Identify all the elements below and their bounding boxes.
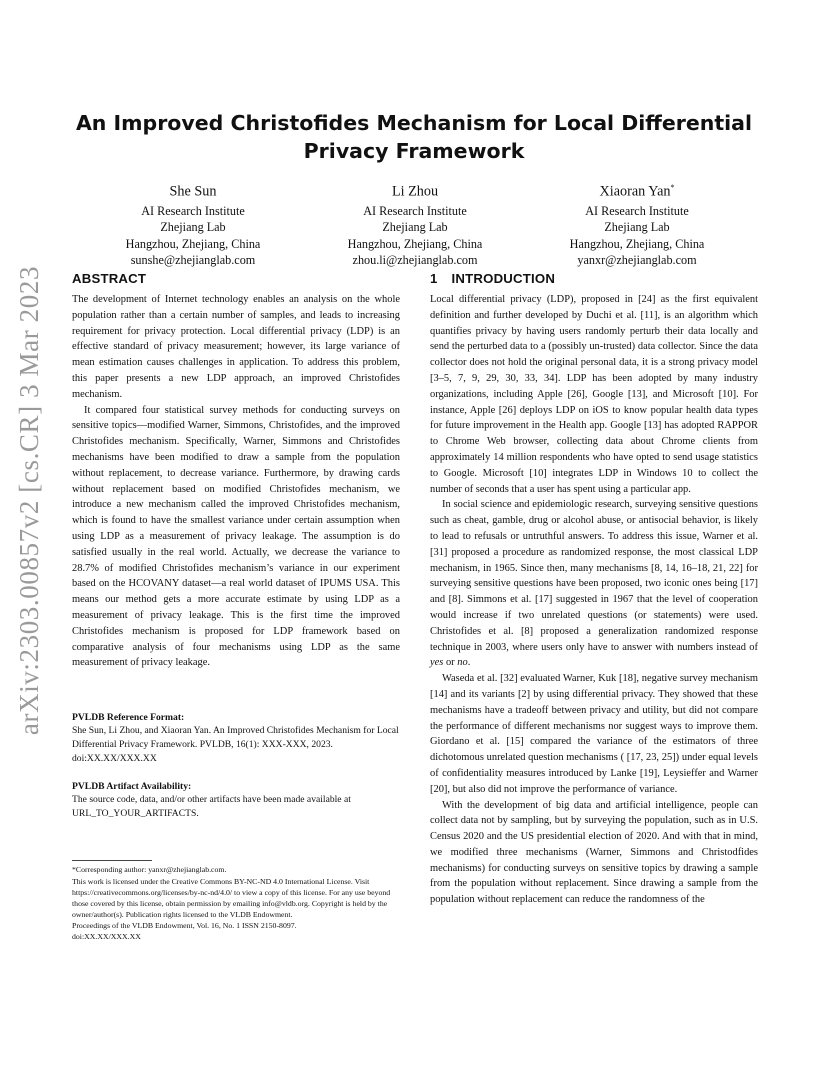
section-number: 1: [430, 271, 438, 286]
abstract-paragraph-1: The development of Internet technology enables an analysis on the whole population rather than a certain number of samples, and leads to increasing requirement for privacy protection. Local differential privacy (LDP) is an effective standard of privacy measurement; however, its large variance of mean estimation causes challenges in application. To address this problem, this paper presents a new LDP approach, an improved Christofides mechanism.: [72, 294, 400, 400]
artifact-heading: PVLDB Artifact Availability:: [72, 781, 192, 792]
reference-format-citation: She Sun, Li Zhou, and Xiaoran Yan. An Improved Christofides Mechanism for Local Differential Privacy Framework. PVLDB, 16(1): XXX-XXX, 2023.: [72, 725, 399, 751]
proceedings-note: Proceedings of the VLDB Endowment, Vol. 16, No. 1 ISSN 2150-8097.: [72, 921, 297, 930]
right-column: [430, 270, 758, 908]
intro-paragraph-1: Local differential privacy (LDP), proposed in [24] as the first equivalent definition and further developed by Duchi et al. [11], is an algorithm which quantifies privacy by having users randomly perturb their data locally and send the perturbed data to a (possibly un-trusted) data collector. Since the data collector does not hold the original personal data, it is a strong privacy model [3–5, 7, 9, 29, 30, 33, 34]. LDP has been adopted by many industry organizations, including Apple [26], Google [13], and Microsoft [10]. For instance, Apple [26] deploys LDP on iOS to know popular health data types for future improvement in the Health app. Google [13] has adopted RAPPOR to Chrome Web browser, collecting data about Chrome clients from approximately 14 million respondents who have opted to send usage statistics to Google. Microsoft [10] integrates LDP in Windows 10 to collect the number of seconds that a user has spent using a particular app.: [430, 294, 758, 495]
paper-title: An Improved Christofides Mechanism for Local Differential Privacy Framework: [75, 111, 753, 163]
author-1: [93, 178, 293, 269]
corresponding-author-note: *Corresponding author: yanxr@zhejianglab.com.: [72, 865, 227, 874]
author-email: sunshe@zhejianglab.com: [130, 253, 256, 268]
author-org: Zhejiang Lab: [382, 220, 448, 235]
footnotes: [72, 864, 400, 942]
arxiv-stamp: [8, 260, 52, 740]
author-email: yanxr@zhejianglab.com: [577, 253, 697, 268]
author-name: Xiaoran Yan*: [599, 183, 675, 200]
author-affiliation: AI Research Institute: [141, 203, 245, 218]
author-2: [315, 178, 515, 269]
reference-format-heading: PVLDB Reference Format:: [72, 712, 185, 723]
footnote-rule: [72, 860, 152, 861]
author-location: Hangzhou, Zhejiang, China: [125, 236, 261, 251]
reference-format-doi: doi:XX.XX/XXX.XX: [72, 753, 157, 765]
author-location: Hangzhou, Zhejiang, China: [347, 236, 483, 251]
author-location: Hangzhou, Zhejiang, China: [569, 236, 705, 251]
abstract-heading: ABSTRACT: [72, 271, 147, 286]
intro-paragraph-4: With the development of big data and artificial intelligence, people can collect data not by sampling, but by surveying the population, such as in U.S. Census 2020 and the US presidential election of 2020. And with that in mind, we modified three mechanisms (Warner, Simmons and Christodfides mechanisms) for conducting surveys on sensitive topics by drawing a sample from the population without replacement. Since drawing a sample from the population without replacement can reduce the randomness of the: [430, 799, 758, 906]
artifact-text: The source code, data, and/or other artifacts have been made available at URL_TO_YOUR_ARTIFACTS.: [72, 794, 351, 820]
author-name: Li Zhou: [391, 183, 439, 200]
abstract-paragraph-2: It compared four statistical survey methods for conducting surveys on sensitive topics—modified Warner, Simmons, Christofides, and the improved Christofides mechanism. Specifically, Warner, Simmons and Christofides mechanisms have been modified to draw a sample from the population without replacement, to decrease variance. Furthermore, by drawing cards without replacement based on modified Christofides mechanism, we introduce a new mechanism called the improved Christofides mechanism, which is found to have the smallest variance under certain assumption when using LDP as a measurement of privacy leakage. The assumption is do satisfied usually in the real world. Actually, we decrease the variance to 28.7% of modified Christofides mechanism’s variance in our experiment based on the HCOVANY dataset—a real world dataset of IPUMS USA. This means our method gets a more accurate estimate by using LDP as a measurement of privacy leakage. This is the first time the improved Christofides mechanism is proposed for LDP framework based on comparative analysis of four mechanisms using LDP as the same measurement of privacy leakage.: [72, 404, 400, 669]
intro-paragraph-3: Waseda et al. [32] evaluated Warner, Kuk [18], negative survey mechanism [14] and its variants [2] by using differential privacy. They showed that these mechanisms have a tradeoff between privacy and utility, but did not compare the performance of different mechanisms nor suggest ways to improve them. Giordano et al. [15] compared the variance of the estimators of three dichotomous unrelated question mechanisms ( [17, 23, 25]) under equal levels of confidentiality measures introduced by Lanke [19], Leysieffer and Warner [20], but also did not improve the performance of variance.: [430, 673, 758, 795]
introduction-heading: [430, 270, 758, 288]
author-affiliation: AI Research Institute: [363, 203, 467, 218]
author-name: She Sun: [169, 183, 217, 200]
author-affiliation: AI Research Institute: [585, 203, 689, 218]
left-column: [72, 270, 400, 820]
doi-note: doi:XX.XX/XXX.XX: [72, 932, 141, 941]
section-title: INTRODUCTION: [451, 271, 556, 286]
author-3: [537, 178, 737, 269]
author-org: Zhejiang Lab: [604, 220, 670, 235]
license-note: This work is licensed under the Creative Commons BY-NC-ND 4.0 International License. Visit https://creativecommons.org/licenses/by-nc-nd/4.0/ to view a copy of this license. For any use beyond those covered by this license, obtain permission by emailing info@vldb.org. Copyright is held by the owner/author(s). Publication rights licensed to the VLDB Endowment.: [72, 877, 391, 919]
intro-paragraph-2: In social science and epidemiologic research, surveying sensitive questions such as cheat, gamble, drug or alcohol abuse, or antisocial behavior, is likely to lead to refusals or untruthful answers. To address this issue, Warner et al. [31] proposed a procedure as randomized response, the most classical LDP mechanism, in 1965. Since then, many mechanisms [8, 14, 16–18, 21, 22] for surveying sensitive questions have been proposed, two iconic ones being [17] and [8]. Simmons et al. [17] suggested in 1967 that the level of cooperation would increase if two unrelated questions (or statements) were used. Christofides et al. [8] proposed a generalization randomized response technique in 2003, where users only have to answer with numbers instead of yes or no.: [430, 499, 758, 669]
reference-format-section: [72, 711, 400, 767]
arxiv-stamp-text: arXiv:2303.00857v2 [cs.CR] 3 Mar 2023: [14, 265, 45, 735]
author-email: zhou.li@zhejianglab.com: [352, 253, 478, 268]
artifact-section: [72, 780, 400, 821]
author-org: Zhejiang Lab: [160, 220, 226, 235]
